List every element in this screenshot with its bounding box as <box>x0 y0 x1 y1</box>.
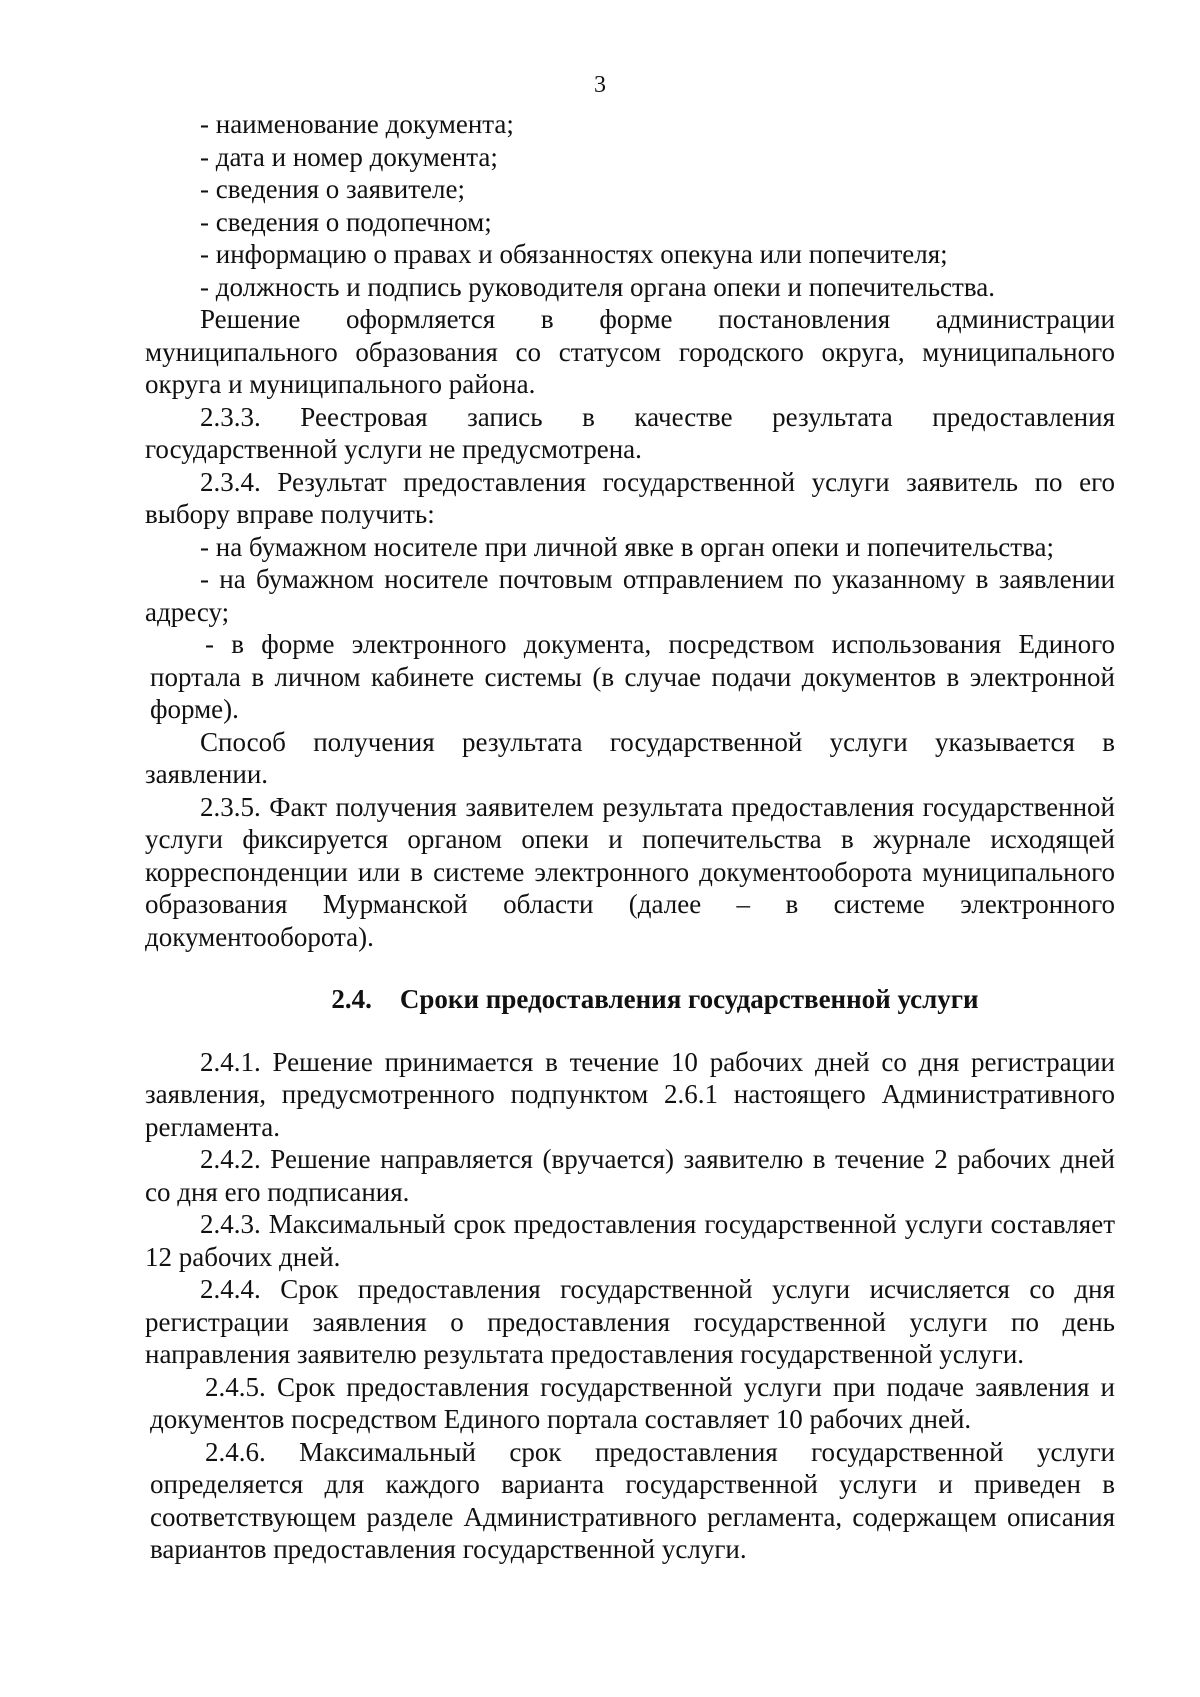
list-item: - наименование документа; <box>200 109 514 139</box>
paragraph-2-3-5: 2.3.5. Факт получения заявителем результата предоставления государственной услуги фиксируется органом опеки и попечительства в журнале исходящей корреспонденции или в системе электронного документооборота муниципального образования Мурманской области (далее – в системе электронного документооборота). <box>145 791 1115 952</box>
list-item: - на бумажном носителе почтовым отправлением по указанному в заявлении адресу; <box>145 564 1115 627</box>
paragraph-method: Способ получения результата государственной услуги указывается в заявлении. <box>145 726 1115 789</box>
paragraph-2-3-4: 2.3.4. Результат предоставления государственной услуги заявитель по его выбору вправе получить: <box>145 466 1115 529</box>
paragraph-2-4-1: 2.4.1. Решение принимается в течение 10 рабочих дней со дня регистрации заявления, предусмотренного подпунктом 2.6.1 настоящего Административного регламента. <box>145 1046 1115 1142</box>
paragraph-2-3-3: 2.3.3. Реестровая запись в качестве результата предоставления государственной услуги не предусмотрена. <box>145 401 1115 464</box>
list-item: - на бумажном носителе при личной явке в орган опеки и попечительства; <box>200 531 1054 562</box>
list-item: - сведения о подопечном; <box>200 206 492 237</box>
paragraph-2-4-4: 2.4.4. Срок предоставления государственной услуги исчисляется со дня регистрации заявления о предоставления государственной услуги по день направления заявителю результата предоставления государственной услуги. <box>145 1274 1115 1369</box>
paragraph-2-4-6: 2.4.6. Максимальный срок предоставления государственной услуги определяется для каждого варианта государственной услуги и приведен в соответствующем разделе Административного регламента, содержащем описания вариантов предоставления государственной услуги. <box>150 1436 1115 1564</box>
section-heading <box>145 983 1115 1016</box>
list-item: - информацию о правах и обязанностях опекуна или попечителя; <box>200 239 948 269</box>
paragraph-2-4-2: 2.4.2. Решение направляется (вручается) заявителю в течение 2 рабочих дней со дня его подписания. <box>145 1144 1115 1207</box>
list-item: - сведения о заявителе; <box>200 174 465 204</box>
list-item: - в форме электронного документа, посредством использования Единого портала в личном кабинете системы (в случае подачи документов в электронной форме). <box>150 629 1115 724</box>
section-heading-number: 2.4. <box>331 984 372 1014</box>
paragraph-2-4-5: 2.4.5. Срок предоставления государственной услуги при подаче заявления и документов посредством Единого портала составляет 10 рабочих дней. <box>150 1371 1115 1434</box>
section-heading-title: Сроки предоставления государственной услуги <box>399 984 979 1014</box>
list-item: - дата и номер документа; <box>200 141 498 172</box>
document-body <box>145 108 1115 1566</box>
paragraph-2-4-3: 2.4.3. Максимальный срок предоставления государственной услуги составляет 12 рабочих дней. <box>145 1209 1115 1272</box>
list-item: - должность и подпись руководителя органа опеки и попечительства. <box>200 271 995 302</box>
paragraph-decision: Решение оформляется в форме постановления администрации муниципального образования со статусом городского округа, муниципального округа и муниципального района. <box>145 304 1115 399</box>
page-number: 3 <box>594 72 606 98</box>
